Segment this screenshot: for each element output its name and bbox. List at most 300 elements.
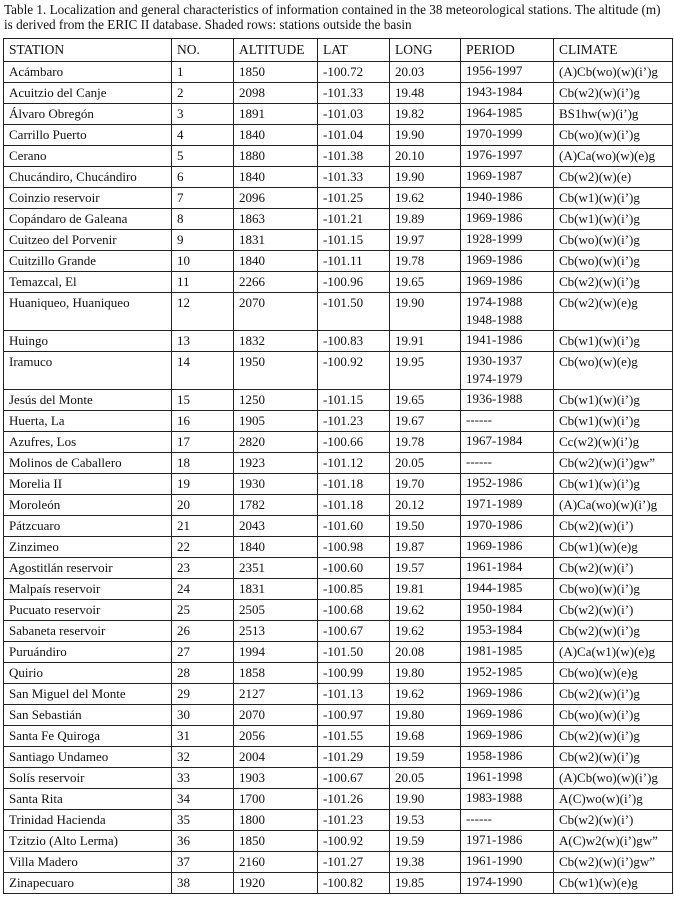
cell-lat: -100.82 — [318, 873, 390, 894]
cell-no: 29 — [172, 684, 234, 705]
cell-climate: Cb(w2)(w)(i’) — [554, 558, 673, 579]
cell-long: 19.87 — [390, 537, 461, 558]
cell-no: 12 — [172, 293, 234, 331]
cell-lat: -100.67 — [318, 768, 390, 789]
cell-altitude: 2513 — [234, 621, 318, 642]
period-value: ------ — [466, 454, 492, 469]
cell-lat: -101.15 — [318, 230, 390, 251]
cell-no: 8 — [172, 209, 234, 230]
cell-no: 4 — [172, 125, 234, 146]
cell-long: 20.05 — [390, 453, 461, 474]
cell-lat: -101.25 — [318, 188, 390, 209]
cell-long: 19.67 — [390, 411, 461, 432]
cell-lat: -101.18 — [318, 495, 390, 516]
table-row — [4, 188, 673, 209]
period-value: 1969-1986 — [466, 685, 523, 700]
cell-lat: -100.98 — [318, 537, 390, 558]
cell-period — [461, 474, 554, 495]
cell-station: Cerano — [4, 146, 172, 167]
table-row — [4, 726, 673, 747]
cell-climate: Cb(w2)(w)(i’)g — [554, 272, 673, 293]
cell-long: 19.62 — [390, 600, 461, 621]
period-value: 1969-1986 — [466, 252, 523, 267]
cell-climate: Cb(w2)(w)(i’)g — [554, 747, 673, 768]
cell-lat: -100.96 — [318, 272, 390, 293]
cell-lat: -100.97 — [318, 705, 390, 726]
cell-period — [461, 558, 554, 579]
cell-period — [461, 62, 554, 83]
period-value: 1961-1998 — [466, 769, 523, 784]
table-row — [4, 62, 673, 83]
cell-no: 24 — [172, 579, 234, 600]
cell-lat: -101.50 — [318, 293, 390, 331]
cell-altitude: 1840 — [234, 251, 318, 272]
period-value: 1964-1985 — [466, 105, 523, 120]
cell-station: Huingo — [4, 331, 172, 352]
cell-station: Villa Madero — [4, 852, 172, 873]
cell-long: 19.62 — [390, 684, 461, 705]
stations-table — [3, 38, 673, 894]
cell-no: 2 — [172, 83, 234, 104]
cell-station: Sabaneta reservoir — [4, 621, 172, 642]
cell-no: 13 — [172, 331, 234, 352]
cell-lat: -100.83 — [318, 331, 390, 352]
cell-long: 19.38 — [390, 852, 461, 873]
cell-no: 38 — [172, 873, 234, 894]
cell-no: 14 — [172, 352, 234, 390]
cell-altitude: 2004 — [234, 747, 318, 768]
cell-station: Zinapecuaro — [4, 873, 172, 894]
cell-climate: Cb(wo)(w)(i’)g — [554, 125, 673, 146]
table-row — [4, 352, 673, 390]
cell-lat: -100.68 — [318, 600, 390, 621]
cell-no: 7 — [172, 188, 234, 209]
cell-no: 36 — [172, 831, 234, 852]
cell-period — [461, 831, 554, 852]
header-period: PERIOD — [461, 39, 554, 62]
cell-climate: Cb(w2)(w)(i’)g — [554, 83, 673, 104]
table-row — [4, 768, 673, 789]
cell-period — [461, 705, 554, 726]
cell-climate: Cb(wo)(w)(i’)g — [554, 251, 673, 272]
header-long: LONG — [390, 39, 461, 62]
cell-altitude: 1831 — [234, 579, 318, 600]
cell-altitude: 1858 — [234, 663, 318, 684]
cell-long: 20.08 — [390, 642, 461, 663]
cell-station: Zinzimeo — [4, 537, 172, 558]
cell-long: 19.90 — [390, 125, 461, 146]
cell-station: Acuitzio del Canje — [4, 83, 172, 104]
cell-station: Cuitzeo del Porvenir — [4, 230, 172, 251]
cell-climate: Cb(w2)(w)(i’)g — [554, 684, 673, 705]
cell-lat: -101.11 — [318, 251, 390, 272]
cell-period — [461, 104, 554, 125]
table-row — [4, 474, 673, 495]
period-value: 1953-1984 — [466, 622, 523, 637]
cell-period — [461, 621, 554, 642]
cell-station: Santiago Undameo — [4, 747, 172, 768]
cell-long: 19.65 — [390, 390, 461, 411]
cell-period — [461, 125, 554, 146]
cell-period — [461, 663, 554, 684]
period-value: 1969-1986 — [466, 727, 523, 742]
cell-no: 10 — [172, 251, 234, 272]
cell-climate: Cb(w1)(w)(i’)g — [554, 331, 673, 352]
period-value: 1969-1986 — [466, 273, 523, 288]
period-value: 1974-1979 — [466, 371, 523, 386]
cell-period — [461, 146, 554, 167]
cell-period — [461, 810, 554, 831]
cell-station: San Sebastián — [4, 705, 172, 726]
cell-no: 35 — [172, 810, 234, 831]
cell-lat: -101.23 — [318, 810, 390, 831]
cell-no: 34 — [172, 789, 234, 810]
cell-lat: -101.60 — [318, 516, 390, 537]
cell-long: 19.70 — [390, 474, 461, 495]
period-value: 1970-1999 — [466, 126, 523, 141]
cell-climate: Cc(w2)(w)(i’)g — [554, 432, 673, 453]
period-value: 1941-1986 — [466, 332, 523, 347]
cell-climate: Cb(w1)(w)(i’)g — [554, 188, 673, 209]
cell-no: 6 — [172, 167, 234, 188]
table-row — [4, 621, 673, 642]
cell-no: 1 — [172, 62, 234, 83]
table-row — [4, 104, 673, 125]
cell-no: 23 — [172, 558, 234, 579]
period-value: 1969-1986 — [466, 210, 523, 225]
cell-climate: Cb(w1)(w)(i’)g — [554, 474, 673, 495]
cell-long: 19.90 — [390, 167, 461, 188]
table-row — [4, 125, 673, 146]
header-station: STATION — [4, 39, 172, 62]
cell-altitude: 2056 — [234, 726, 318, 747]
cell-no: 15 — [172, 390, 234, 411]
cell-period — [461, 251, 554, 272]
table-row — [4, 600, 673, 621]
cell-altitude: 2098 — [234, 83, 318, 104]
cell-lat: -100.60 — [318, 558, 390, 579]
table-row — [4, 579, 673, 600]
cell-station: Santa Rita — [4, 789, 172, 810]
cell-lat: -101.04 — [318, 125, 390, 146]
cell-altitude: 1840 — [234, 125, 318, 146]
cell-no: 30 — [172, 705, 234, 726]
cell-station: Copándaro de Galeana — [4, 209, 172, 230]
cell-lat: -101.18 — [318, 474, 390, 495]
period-value: 1928-1999 — [466, 231, 523, 246]
period-value: 1958-1986 — [466, 748, 523, 763]
cell-lat: -100.99 — [318, 663, 390, 684]
cell-climate: (A)Ca(wo)(w)(e)g — [554, 146, 673, 167]
cell-altitude: 2266 — [234, 272, 318, 293]
cell-altitude: 1923 — [234, 453, 318, 474]
cell-station: Trinidad Hacienda — [4, 810, 172, 831]
cell-period — [461, 453, 554, 474]
cell-lat: -101.03 — [318, 104, 390, 125]
cell-no: 25 — [172, 600, 234, 621]
cell-altitude: 2127 — [234, 684, 318, 705]
cell-climate: (A)Ca(wo)(w)(i’)g — [554, 495, 673, 516]
cell-no: 28 — [172, 663, 234, 684]
cell-long: 19.80 — [390, 663, 461, 684]
table-row — [4, 516, 673, 537]
cell-long: 19.78 — [390, 432, 461, 453]
cell-climate: (A)Cb(wo)(w)(i’)g — [554, 768, 673, 789]
cell-long: 19.90 — [390, 293, 461, 331]
period-value: 1969-1987 — [466, 168, 523, 183]
period-value: 1948-1988 — [466, 312, 523, 327]
cell-altitude: 1250 — [234, 390, 318, 411]
cell-lat: -101.23 — [318, 411, 390, 432]
cell-altitude: 1863 — [234, 209, 318, 230]
table-row — [4, 705, 673, 726]
cell-period — [461, 579, 554, 600]
cell-period — [461, 352, 554, 390]
cell-climate: Cb(w2)(w)(i’)gw” — [554, 852, 673, 873]
table-row — [4, 663, 673, 684]
cell-long: 19.81 — [390, 579, 461, 600]
period-value: 1944-1985 — [466, 580, 523, 595]
cell-station: Puruándiro — [4, 642, 172, 663]
cell-station: Malpaís reservoir — [4, 579, 172, 600]
cell-long: 19.89 — [390, 209, 461, 230]
period-value: 1983-1988 — [466, 790, 523, 805]
cell-altitude: 1891 — [234, 104, 318, 125]
cell-long: 19.65 — [390, 272, 461, 293]
cell-long: 19.50 — [390, 516, 461, 537]
cell-altitude: 1903 — [234, 768, 318, 789]
cell-no: 16 — [172, 411, 234, 432]
table-row — [4, 453, 673, 474]
period-value: ------ — [466, 811, 492, 826]
period-value: 1952-1985 — [466, 664, 523, 679]
cell-altitude: 1800 — [234, 810, 318, 831]
table-row — [4, 810, 673, 831]
cell-altitude: 1840 — [234, 167, 318, 188]
cell-altitude: 2070 — [234, 705, 318, 726]
cell-climate: (A)Cb(wo)(w)(i’)g — [554, 62, 673, 83]
cell-altitude: 1920 — [234, 873, 318, 894]
cell-station: Álvaro Obregón — [4, 104, 172, 125]
cell-long: 19.68 — [390, 726, 461, 747]
cell-altitude: 1850 — [234, 62, 318, 83]
cell-altitude: 1905 — [234, 411, 318, 432]
cell-period — [461, 293, 554, 331]
cell-climate: Cb(wo)(w)(e)g — [554, 663, 673, 684]
period-value: 1974-1990 — [466, 874, 523, 889]
cell-altitude: 1950 — [234, 352, 318, 390]
cell-climate: Cb(w2)(w)(i’) — [554, 516, 673, 537]
table-row — [4, 852, 673, 873]
cell-long: 19.78 — [390, 251, 461, 272]
cell-long: 19.97 — [390, 230, 461, 251]
cell-station: Azufres, Los — [4, 432, 172, 453]
cell-no: 3 — [172, 104, 234, 125]
cell-period — [461, 390, 554, 411]
cell-lat: -101.27 — [318, 852, 390, 873]
cell-climate: A(C)wo(w)(i’)g — [554, 789, 673, 810]
cell-period — [461, 331, 554, 352]
cell-climate: Cb(w2)(w)(e) — [554, 167, 673, 188]
cell-station: Iramuco — [4, 352, 172, 390]
cell-station: Moroleón — [4, 495, 172, 516]
cell-long: 20.12 — [390, 495, 461, 516]
period-value: 1930-1937 — [466, 353, 523, 368]
cell-climate: Cb(wo)(w)(i’)g — [554, 579, 673, 600]
cell-station: Pátzcuaro — [4, 516, 172, 537]
cell-no: 27 — [172, 642, 234, 663]
header-climate: CLIMATE — [554, 39, 673, 62]
cell-climate: Cb(w2)(w)(i’) — [554, 810, 673, 831]
period-value: 1969-1986 — [466, 538, 523, 553]
table-row — [4, 331, 673, 352]
cell-no: 20 — [172, 495, 234, 516]
cell-period — [461, 516, 554, 537]
cell-no: 26 — [172, 621, 234, 642]
cell-station: Chucándiro, Chucándiro — [4, 167, 172, 188]
cell-no: 32 — [172, 747, 234, 768]
header-altitude: ALTITUDE — [234, 39, 318, 62]
table-caption: Table 1. Localization and general characteristics of information contained in the 38 meteorological stations. The altitude (m) is derived from the ERIC II database. Shaded rows: stations outside the basin — [4, 2, 661, 32]
table-row — [4, 230, 673, 251]
cell-period — [461, 411, 554, 432]
period-value: 1971-1986 — [466, 832, 523, 847]
cell-altitude: 1831 — [234, 230, 318, 251]
cell-climate: Cb(w2)(w)(i’)g — [554, 621, 673, 642]
cell-climate: Cb(wo)(w)(i’)g — [554, 705, 673, 726]
cell-climate: Cb(w2)(w)(i’) — [554, 600, 673, 621]
cell-station: Temazcal, El — [4, 272, 172, 293]
cell-climate: Cb(w2)(w)(e)g — [554, 293, 673, 331]
cell-altitude: 2505 — [234, 600, 318, 621]
cell-climate: Cb(w2)(w)(i’)gw” — [554, 453, 673, 474]
cell-lat: -101.50 — [318, 642, 390, 663]
cell-long: 19.82 — [390, 104, 461, 125]
cell-long: 19.95 — [390, 352, 461, 390]
period-value: ------ — [466, 412, 492, 427]
cell-station: Huaniqueo, Huaniqueo — [4, 293, 172, 331]
cell-station: Carrillo Puerto — [4, 125, 172, 146]
table-row — [4, 390, 673, 411]
cell-long: 20.10 — [390, 146, 461, 167]
period-value: 1961-1984 — [466, 559, 523, 574]
cell-climate: Cb(wo)(w)(i’)g — [554, 230, 673, 251]
cell-lat: -100.92 — [318, 831, 390, 852]
cell-long: 19.59 — [390, 747, 461, 768]
period-value: 1967-1984 — [466, 433, 523, 448]
table-row — [4, 831, 673, 852]
cell-station: Jesús del Monte — [4, 390, 172, 411]
cell-station: Agostitlán reservoir — [4, 558, 172, 579]
cell-period — [461, 272, 554, 293]
cell-long: 19.91 — [390, 331, 461, 352]
table-row — [4, 642, 673, 663]
period-value: 1974-1988 — [466, 294, 523, 309]
table-row — [4, 83, 673, 104]
cell-station: Quirio — [4, 663, 172, 684]
cell-climate: Cb(w1)(w)(e)g — [554, 873, 673, 894]
cell-lat: -100.66 — [318, 432, 390, 453]
cell-climate: Cb(wo)(w)(e)g — [554, 352, 673, 390]
table-row — [4, 167, 673, 188]
cell-climate: (A)Ca(w1)(w)(e)g — [554, 642, 673, 663]
cell-station: Solís reservoir — [4, 768, 172, 789]
period-value: 1940-1986 — [466, 189, 523, 204]
period-value: 1950-1984 — [466, 601, 523, 616]
cell-lat: -101.38 — [318, 146, 390, 167]
cell-no: 17 — [172, 432, 234, 453]
table-header-row — [4, 39, 673, 62]
cell-station: Morelia II — [4, 474, 172, 495]
cell-long: 19.48 — [390, 83, 461, 104]
cell-station: Huerta, La — [4, 411, 172, 432]
period-value: 1943-1984 — [466, 84, 523, 99]
table-row — [4, 272, 673, 293]
header-lat: LAT — [318, 39, 390, 62]
cell-lat: -101.13 — [318, 684, 390, 705]
cell-altitude: 1994 — [234, 642, 318, 663]
cell-lat: -101.33 — [318, 83, 390, 104]
cell-altitude: 1832 — [234, 331, 318, 352]
cell-altitude: 1700 — [234, 789, 318, 810]
cell-period — [461, 747, 554, 768]
cell-no: 21 — [172, 516, 234, 537]
cell-station: Pucuato reservoir — [4, 600, 172, 621]
cell-long: 19.90 — [390, 789, 461, 810]
cell-no: 33 — [172, 768, 234, 789]
period-value: 1956-1997 — [466, 63, 523, 78]
cell-long: 19.59 — [390, 831, 461, 852]
cell-long: 19.53 — [390, 810, 461, 831]
period-value: 1969-1986 — [466, 706, 523, 721]
table-row — [4, 251, 673, 272]
cell-no: 9 — [172, 230, 234, 251]
cell-altitude: 2070 — [234, 293, 318, 331]
cell-period — [461, 789, 554, 810]
cell-long: 19.80 — [390, 705, 461, 726]
cell-no: 18 — [172, 453, 234, 474]
cell-period — [461, 642, 554, 663]
cell-climate: Cb(w1)(w)(i’)g — [554, 209, 673, 230]
cell-altitude: 2096 — [234, 188, 318, 209]
cell-period — [461, 537, 554, 558]
cell-period — [461, 684, 554, 705]
cell-station: Molinos de Caballero — [4, 453, 172, 474]
cell-station: San Miguel del Monte — [4, 684, 172, 705]
table-row — [4, 146, 673, 167]
cell-lat: -100.72 — [318, 62, 390, 83]
cell-period — [461, 768, 554, 789]
cell-period — [461, 167, 554, 188]
cell-altitude: 2043 — [234, 516, 318, 537]
cell-no: 5 — [172, 146, 234, 167]
cell-lat: -100.85 — [318, 579, 390, 600]
cell-long: 19.62 — [390, 188, 461, 209]
table-row — [4, 432, 673, 453]
table-row — [4, 789, 673, 810]
table-row — [4, 209, 673, 230]
table-row — [4, 684, 673, 705]
cell-altitude: 2160 — [234, 852, 318, 873]
cell-period — [461, 726, 554, 747]
cell-climate: Cb(w1)(w)(i’)g — [554, 390, 673, 411]
cell-lat: -101.26 — [318, 789, 390, 810]
cell-period — [461, 873, 554, 894]
cell-station: Santa Fe Quiroga — [4, 726, 172, 747]
cell-lat: -100.67 — [318, 621, 390, 642]
table-row — [4, 558, 673, 579]
cell-period — [461, 852, 554, 873]
